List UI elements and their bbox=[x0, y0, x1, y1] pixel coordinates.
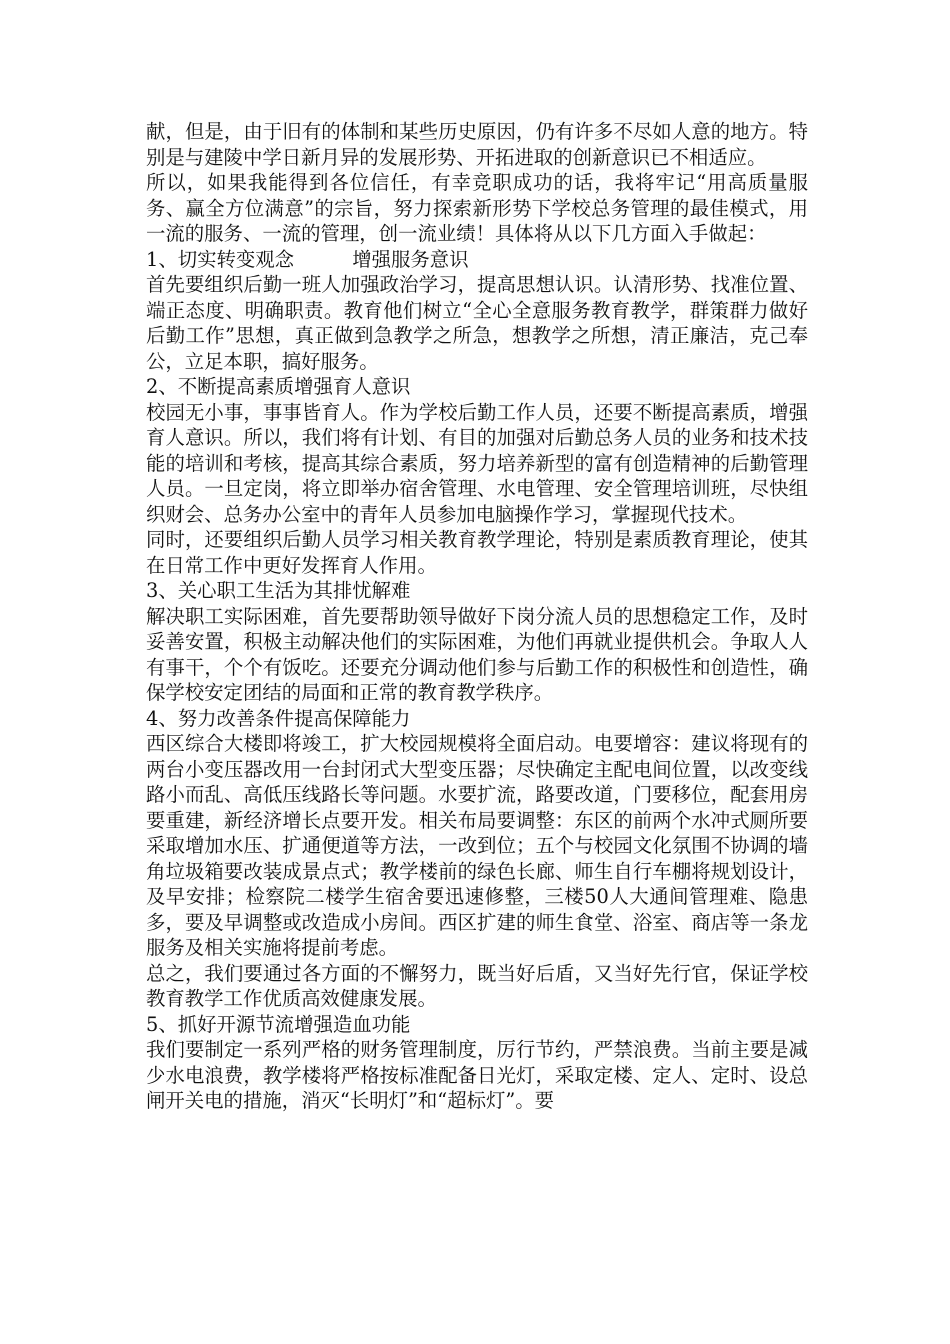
paragraph-continuation: 献，但是，由于旧有的体制和某些历史原因，仍有许多不尽如人意的地方。特别是与建陵中学日新月异的发展形势、开拓进取的创新意识已不相适应。 bbox=[146, 120, 808, 169]
paragraph-section-4b: 总之，我们要通过各方面的不懈努力，既当好后盾，又当好先行官，保证学校教育教学工作优质高效健康发展。 bbox=[146, 961, 808, 1010]
paragraph-commitment: 所以，如果我能得到各位信任，有幸竞职成功的话，我将牢记“用高质量服务、赢全方位满意”的宗旨，努力探索新形势下学校总务管理的最佳模式，用一流的服务、一流的管理，创一流业绩！具体将从以下几方面入手做起： bbox=[146, 171, 808, 245]
document-body bbox=[146, 119, 808, 1114]
section-heading-3: 3、关心职工生活为其排忧解难 bbox=[146, 579, 411, 602]
section-heading-4: 4、努力改善条件提高保障能力 bbox=[146, 706, 411, 730]
paragraph-section-2b: 同时，还要组织后勤人员学习相关教育教学理论，特别是素质教育理论，使其在日常工作中更好发挥育人作用。 bbox=[146, 528, 808, 577]
section-heading-2: 2、不断提高素质增强育人意识 bbox=[146, 375, 411, 398]
section-heading-1: 1、切实转变观念 增强服务意识 bbox=[146, 247, 469, 271]
paragraph-section-3: 解决职工实际困难，首先要帮助领导做好下岗分流人员的思想稳定工作，及时妥善安置，积极主动解决他们的实际困难，为他们再就业提供机会。争取人人有事干，个个有饭吃。还要充分调动他们参与后勤工作的积极性和创造性，确保学校安定团结的局面和正常的教育教学秩序。 bbox=[146, 604, 808, 704]
paragraph-section-2a: 校园无小事，事事皆育人。作为学校后勤工作人员，还要不断提高素质，增强育人意识。所以，我们将有计划、有目的加强对后勤总务人员的业务和技术技能的培训和考核，提高其综合素质，努力培养新型的富有创造精神的后勤管理人员。一旦定岗，将立即举办宿舍管理、水电管理、安全管理培训班，尽快组织财会、总务办公室中的青年人员参加电脑操作学习，掌握现代技术。 bbox=[146, 400, 808, 526]
section-heading-5: 5、抓好开源节流增强造血功能 bbox=[146, 1012, 411, 1036]
paragraph-section-5: 我们要制定一系列严格的财务管理制度，厉行节约，严禁浪费。当前主要是减少水电浪费，教学楼将严格按标准配备日光灯，采取定楼、定人、定时、设总闸开关电的措施，消灭“长明灯”和“超标灯”。要 bbox=[146, 1038, 808, 1112]
paragraph-section-1: 首先要组织后勤一班人加强政治学习，提高思想认识。认清形势、找准位置、端正态度、明确职责。教育他们树立“全心全意服务教育教学，群策群力做好后勤工作”思想，真正做到急教学之所急，想教学之所想，清正廉洁，克己奉公，立足本职，搞好服务。 bbox=[146, 273, 808, 373]
paragraph-section-4a: 西区综合大楼即将竣工，扩大校园规模将全面启动。电要增容：建议将现有的两台小变压器改用一台封闭式大型变压器；尽快确定主配电间位置，以改变线路小而乱、高低压线路长等问题。水要扩流，路要改道，门要移位，配套用房要重建，新经济增长点要开发。相关布局要调整：东区的前两个水冲式厕所要采取增加水压、扩通便道等方法，一改到位；五个与校园文化氛围不协调的墙角垃圾箱要改装成景点式；教学楼前的绿色长廊、师生自行车棚将规划设计，及早安排；检察院二楼学生宿舍要迅速修整，三楼50人大通间管理难、隐患多，要及早调整或改造成小房间。西区扩建的师生食堂、浴室、商店等一条龙服务及相关实施将提前考虑。 bbox=[146, 732, 808, 959]
